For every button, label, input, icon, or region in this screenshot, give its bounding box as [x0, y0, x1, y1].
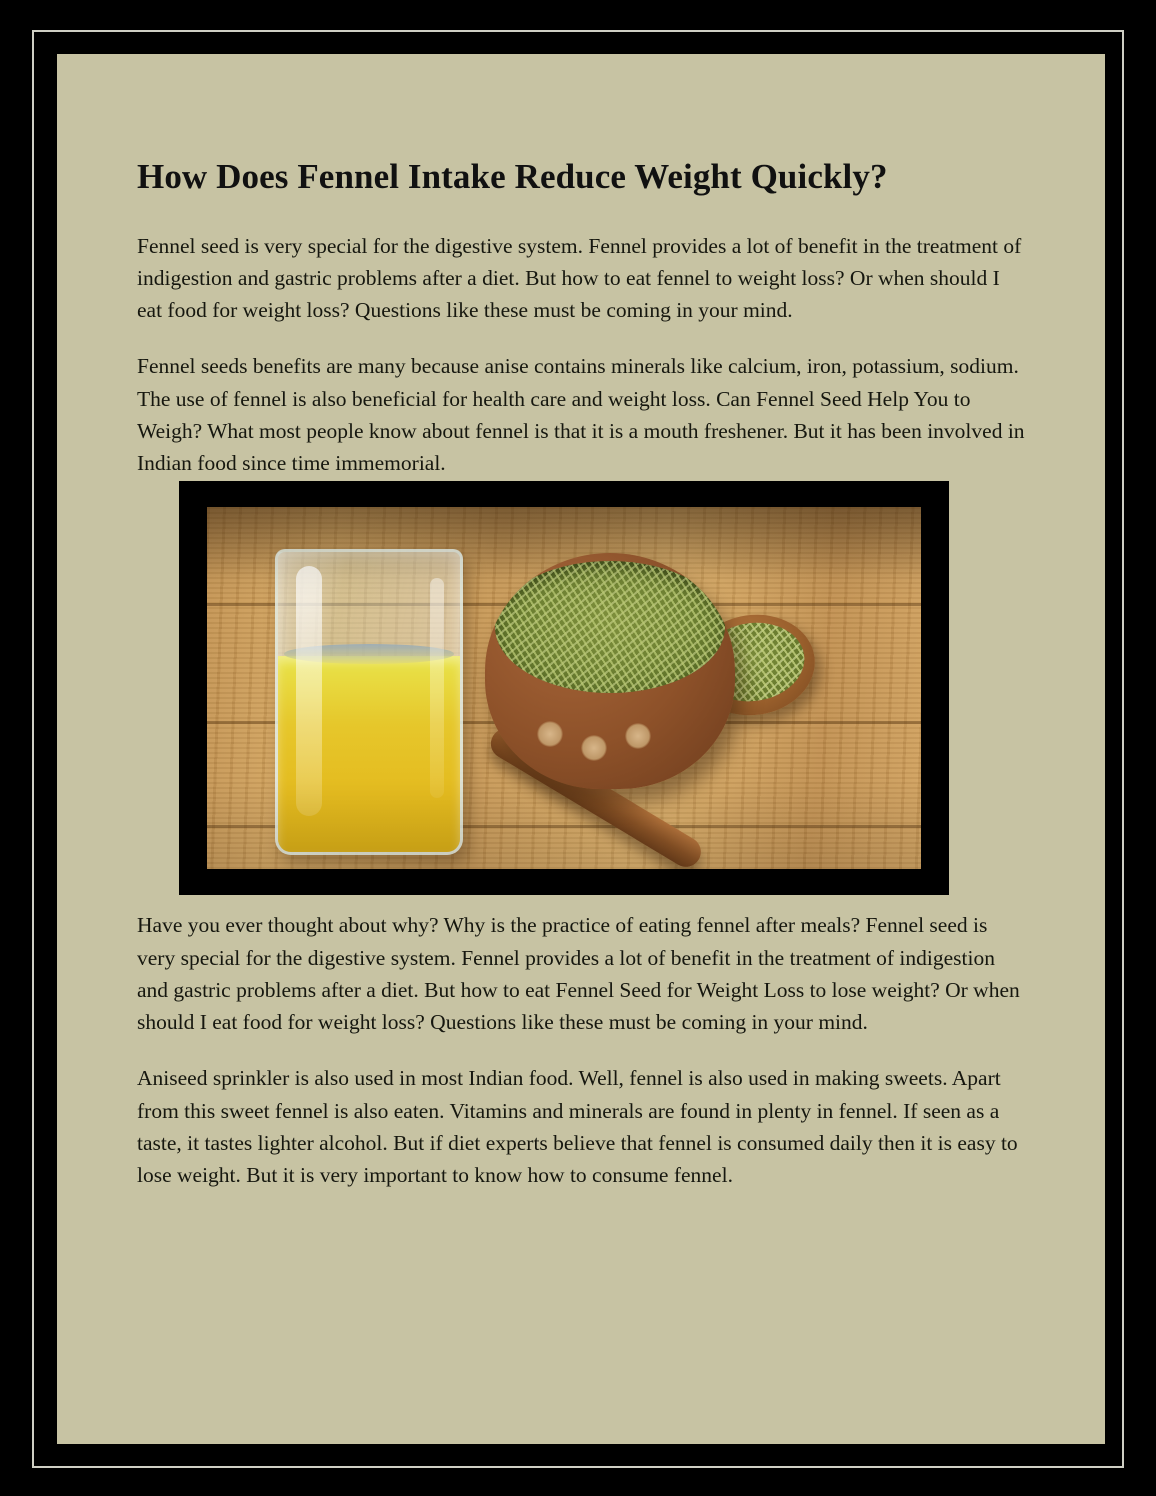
fennel-seeds-in-bowl: [495, 561, 725, 693]
paragraph-1: Fennel seed is very special for the digestive system. Fennel provides a lot of benefit in the treatment of indigestion and gastric problems after a diet. But how to eat fennel to weight loss? Or when should I eat food for weight loss? Questions like these must be coming in your mind.: [137, 233, 1022, 322]
paragraph-4: Aniseed sprinkler is also used in most Indian food. Well, fennel is also used in making sweets. Apart from this sweet fennel is also eaten. Vitamins and minerals are found in plenty in fennel. If seen as a taste, it tastes lighter alcohol. But if diet experts believe that fennel is consumed daily then it is easy to lose weight. But it is very important to know how to consume fennel.: [137, 1066, 1018, 1187]
document-content: [137, 154, 1025, 1215]
document-sheet: [57, 54, 1105, 1444]
paragraph-2: Fennel seeds benefits are many because anise contains minerals like calcium, iron, potassium, sodium. The use of fennel is also beneficial for health care and weight loss. Can Fennel Seed Help You to Weigh? What most people know about fennel is that it is a mouth freshener. But it has been involved in Indian food since time immemorial.: [137, 354, 1025, 475]
glass-highlight: [430, 578, 444, 798]
glass-highlight: [296, 566, 322, 816]
glass-of-fennel-water: [275, 549, 463, 855]
figure-fennel-photo: [179, 481, 949, 895]
bowl-decoration: [625, 723, 651, 749]
bowl-decoration: [581, 735, 607, 761]
fennel-water-and-seeds-photo: [207, 507, 921, 869]
paragraph-3: Have you ever thought about why? Why is the practice of eating fennel after meals? Fennel seed is very special for the digestive system. Fennel provides a lot of benefit in the treatment of indigestion and gastric problems after a diet. But how to eat Fennel Seed for Weight Loss to lose weight? Or when should I eat food for weight loss? Questions like these must be coming in your mind.: [137, 913, 1020, 1034]
bowl-decoration: [537, 721, 563, 747]
page-title: How Does Fennel Intake Reduce Weight Quickly?: [137, 157, 888, 196]
wooden-bowl: [485, 553, 735, 789]
